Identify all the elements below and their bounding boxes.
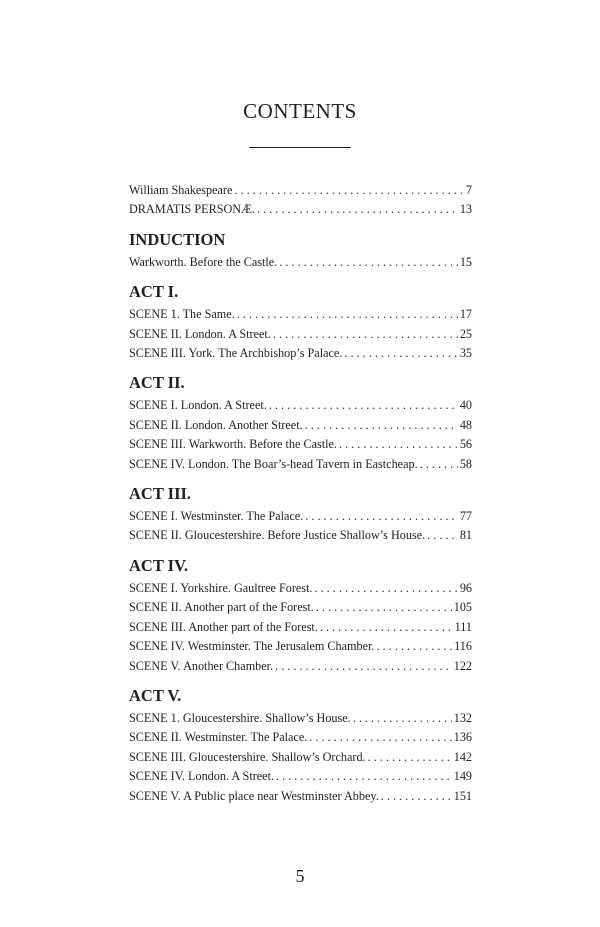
dot-leader — [320, 618, 453, 637]
dot-leader — [237, 305, 458, 324]
title-rule — [249, 147, 351, 148]
toc-entry-label: Warkworth. Before the Castle. — [129, 254, 278, 269]
toc-entry[interactable] — [129, 416, 472, 435]
dot-leader — [257, 200, 458, 219]
toc-entry-page: 151 — [453, 788, 472, 803]
toc-entry[interactable] — [129, 657, 472, 676]
table-of-contents — [129, 181, 472, 816]
toc-entry-page: 149 — [453, 769, 472, 784]
dot-leader — [376, 637, 452, 656]
toc-entry-label: SCENE 1. Gloucestershire. Shallow’s House. — [129, 710, 351, 725]
dot-leader — [316, 598, 452, 617]
section-heading: ACT II. — [129, 373, 185, 393]
dot-leader — [279, 253, 458, 272]
toc-entry-page: 48 — [459, 417, 472, 432]
toc-entry-label: SCENE II. Gloucestershire. Before Justice Shallow’s House. — [129, 528, 426, 543]
section-heading: ACT IV. — [129, 555, 188, 575]
toc-section — [129, 484, 472, 546]
toc-entry-page: 35 — [459, 346, 472, 361]
toc-entry[interactable] — [129, 507, 472, 526]
page-number: 5 — [295, 866, 305, 886]
toc-entry-label: SCENE IV. London. A Street. — [129, 769, 275, 784]
toc-entry[interactable] — [129, 728, 472, 747]
toc-entry-page: 25 — [459, 326, 472, 341]
toc-entry-label: SCENE I. Westminster. The Palace. — [129, 509, 304, 524]
toc-entry[interactable] — [129, 435, 472, 454]
toc-entry-page: 7 — [465, 183, 472, 197]
toc-entry[interactable] — [129, 200, 472, 219]
toc-entry-label: SCENE II. London. A Street. — [129, 326, 271, 341]
dot-leader — [368, 748, 452, 767]
toc-entry-page: 81 — [459, 528, 472, 543]
toc-entry-label: SCENE III. Another part of the Forest. — [129, 619, 318, 634]
toc-entry-page: 56 — [459, 437, 472, 452]
toc-entry[interactable] — [129, 767, 472, 786]
dot-leader — [273, 325, 458, 344]
toc-entry-page: 96 — [459, 580, 472, 595]
toc-entry[interactable] — [129, 637, 472, 656]
dot-leader — [353, 709, 452, 728]
toc-entry-page: 13 — [459, 202, 472, 217]
toc-entry[interactable] — [129, 787, 472, 806]
section-heading: ACT I. — [129, 282, 179, 302]
toc-entry-page: 122 — [453, 658, 472, 673]
toc-entry-label: SCENE V. Another Chamber. — [129, 658, 274, 673]
toc-entry-label: William Shakespeare — [129, 183, 233, 197]
toc-entry-label: DRAMATIS PERSONÆ. — [129, 202, 255, 217]
dot-leader — [269, 396, 458, 415]
toc-section — [129, 686, 472, 806]
toc-entry[interactable] — [129, 455, 472, 474]
toc-entry-label: SCENE III. Gloucestershire. Shallow’s Orchard. — [129, 749, 366, 764]
toc-entry-page: 111 — [454, 619, 472, 634]
toc-entry[interactable] — [129, 396, 472, 415]
toc-entry-label: SCENE II. London. Another Street. — [129, 417, 303, 432]
section-heading: ACT III. — [129, 484, 192, 504]
dot-leader — [309, 728, 451, 747]
toc-entry[interactable] — [129, 253, 472, 272]
dot-leader — [314, 579, 457, 598]
toc-entry-page: 142 — [453, 749, 472, 764]
toc-entry-label: SCENE IV. Westminster. The Jerusalem Chamber. — [129, 639, 375, 654]
toc-entry-page: 15 — [459, 254, 472, 269]
toc-entry-page: 116 — [454, 639, 472, 654]
dot-leader — [305, 416, 458, 435]
toc-entry-label: SCENE II. Another part of the Forest. — [129, 600, 314, 615]
toc-section — [129, 373, 472, 474]
dot-leader — [305, 507, 458, 526]
toc-entry-page: 40 — [459, 398, 472, 413]
toc-entry[interactable] — [129, 579, 472, 598]
toc-entry[interactable] — [129, 344, 472, 363]
page-title: CONTENTS — [243, 99, 357, 123]
toc-entry[interactable] — [129, 181, 472, 200]
toc-entry[interactable] — [129, 709, 472, 728]
section-heading: ACT V. — [129, 685, 182, 705]
toc-entry-page: 17 — [459, 307, 472, 322]
toc-entry-label: SCENE I. London. A Street. — [129, 398, 267, 413]
toc-entry[interactable] — [129, 325, 472, 344]
toc-entry-page: 105 — [453, 600, 472, 615]
toc-entry-label: SCENE I. Yorkshire. Gaultree Forest. — [129, 580, 313, 595]
dot-leader — [427, 526, 458, 545]
toc-entry-page: 58 — [459, 456, 472, 471]
toc-entry-label: SCENE IV. London. The Boar’s-head Tavern in Eastcheap. — [129, 456, 418, 471]
toc-section — [129, 556, 472, 676]
toc-section — [129, 282, 472, 363]
toc-entry-page: 136 — [453, 730, 472, 745]
toc-entry[interactable] — [129, 618, 472, 637]
dot-leader — [275, 657, 452, 676]
toc-entry[interactable] — [129, 305, 472, 324]
toc-entry-page: 77 — [459, 509, 472, 524]
dot-leader — [276, 767, 452, 786]
toc-entry-label: SCENE 1. The Same. — [129, 307, 235, 322]
toc-section — [129, 181, 472, 220]
toc-entry-label: SCENE V. A Public place near Westminster Abbey. — [129, 788, 379, 803]
dot-leader — [381, 787, 452, 806]
dot-leader — [339, 435, 458, 454]
section-heading: INDUCTION — [129, 229, 226, 249]
toc-entry-label: SCENE II. Westminster. The Palace. — [129, 730, 308, 745]
toc-entry-page: 132 — [453, 710, 472, 725]
toc-entry[interactable] — [129, 598, 472, 617]
toc-entry-label: SCENE III. York. The Archbishop’s Palace. — [129, 346, 343, 361]
toc-entry[interactable] — [129, 748, 472, 767]
toc-section — [129, 230, 472, 272]
toc-entry[interactable] — [129, 526, 472, 545]
dot-leader — [420, 455, 458, 474]
dot-leader — [344, 344, 457, 363]
dot-leader — [234, 181, 464, 200]
toc-entry-label: SCENE III. Warkworth. Before the Castle. — [129, 437, 337, 452]
